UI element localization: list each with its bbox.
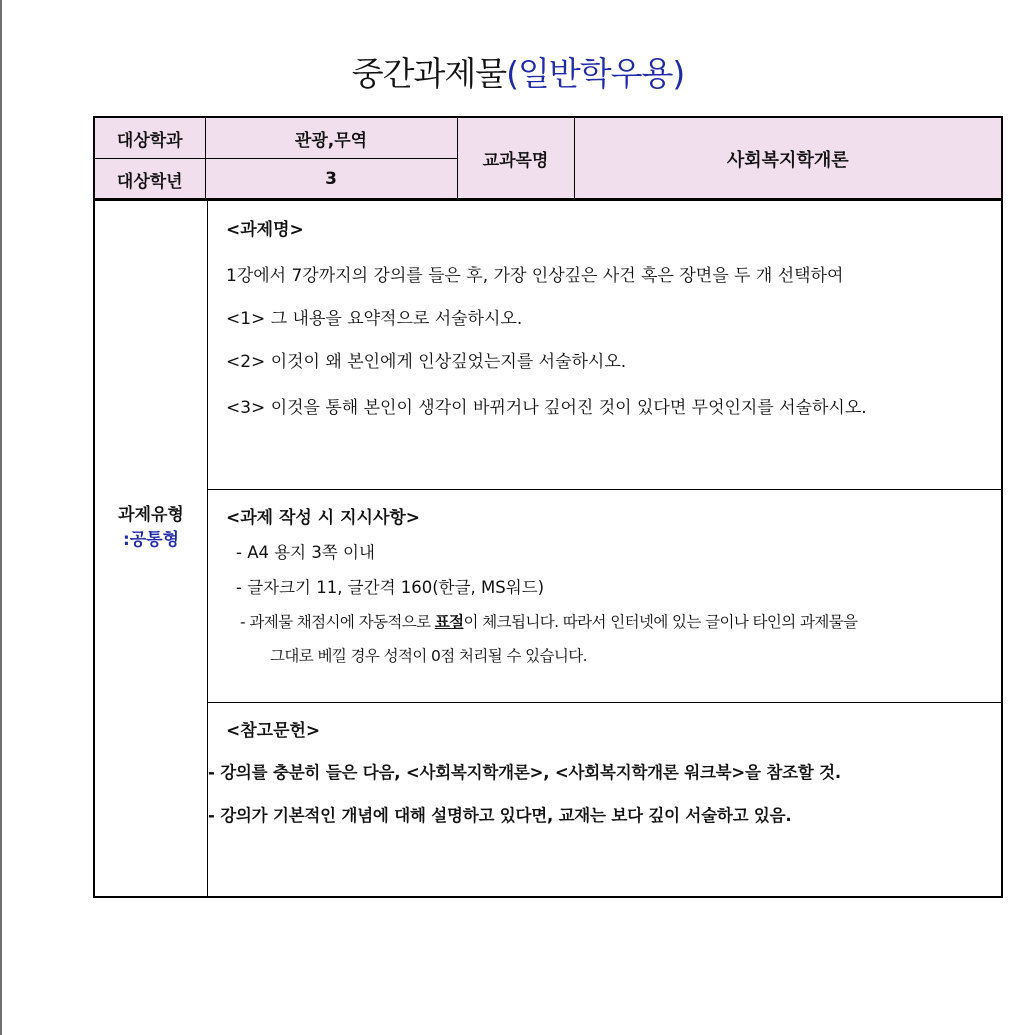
instructions-heading: <과제 작성 시 지시사항> [226, 508, 421, 528]
page-left-edge [0, 0, 2, 1035]
instruction-bullet-continued: 그대로 베낄 경우 성적이 0점 처리될 수 있습니다. [270, 647, 587, 665]
header-table [93, 116, 1003, 201]
year-value: 3 [205, 159, 457, 201]
year-label: 대상학년 [94, 159, 205, 201]
title-accent: (일반학우용) [506, 54, 685, 93]
assignment-type-value: :공통형 [122, 530, 180, 550]
document-title [0, 50, 1036, 98]
plagiarism-text-post: 이 체크됩니다. 따라서 인터넷에 있는 글이나 타인의 과제물을 [463, 613, 858, 631]
dept-value: 관광,무역 [205, 117, 457, 159]
subject-label: 교과목명 [457, 117, 574, 200]
header-row-dept [94, 117, 1002, 159]
dept-label: 대상학과 [94, 117, 205, 159]
task-section [208, 200, 1003, 490]
reference-line: - 강의가 기본적인 개념에 대해 설명하고 있다면, 교재는 보다 깊이 서술하고 있음. [208, 806, 792, 825]
assignment-type-label: 과제유형 [118, 505, 184, 525]
task-line: 1강에서 7강까지의 강의를 들은 후, 가장 인상깊은 사건 혹은 장면을 두 개 선택하여 [226, 266, 844, 286]
instruction-bullet: - A4 용지 3쪽 이내 [236, 543, 375, 562]
plagiarism-keyword: 표절 [434, 613, 464, 631]
assignment-type [95, 503, 207, 553]
task-heading: <과제명> [226, 220, 304, 240]
references-heading: <참고문헌> [226, 721, 321, 741]
assignment-body [93, 198, 1003, 898]
title-main: 중간과제물 [351, 54, 507, 93]
instruction-bullet: - 글자크기 11, 글간격 160(한글, MS워드) [236, 578, 545, 597]
task-line: <3> 이것을 통해 본인이 생각이 바뀌거나 깊어진 것이 있다면 무엇인지를 서술하시오. [226, 398, 867, 418]
subject-value: 사회복지학개론 [574, 117, 1002, 200]
instruction-bullet-plagiarism [240, 610, 857, 632]
task-line: <2> 이것이 왜 본인에게 인상깊었는지를 서술하시오. [226, 352, 627, 372]
reference-line: - 강의를 충분히 들은 다음, <사회복지학개론>, <사회복지학개론 워크북>을 참조할 것. [208, 763, 841, 782]
task-line: <1> 그 내용을 요약적으로 서술하시오. [226, 309, 523, 329]
assignment-type-cell [95, 200, 208, 896]
references-section [208, 703, 1003, 896]
instructions-section [208, 490, 1003, 703]
plagiarism-text-pre: - 과제물 채점시에 자동적으로 [240, 613, 435, 631]
